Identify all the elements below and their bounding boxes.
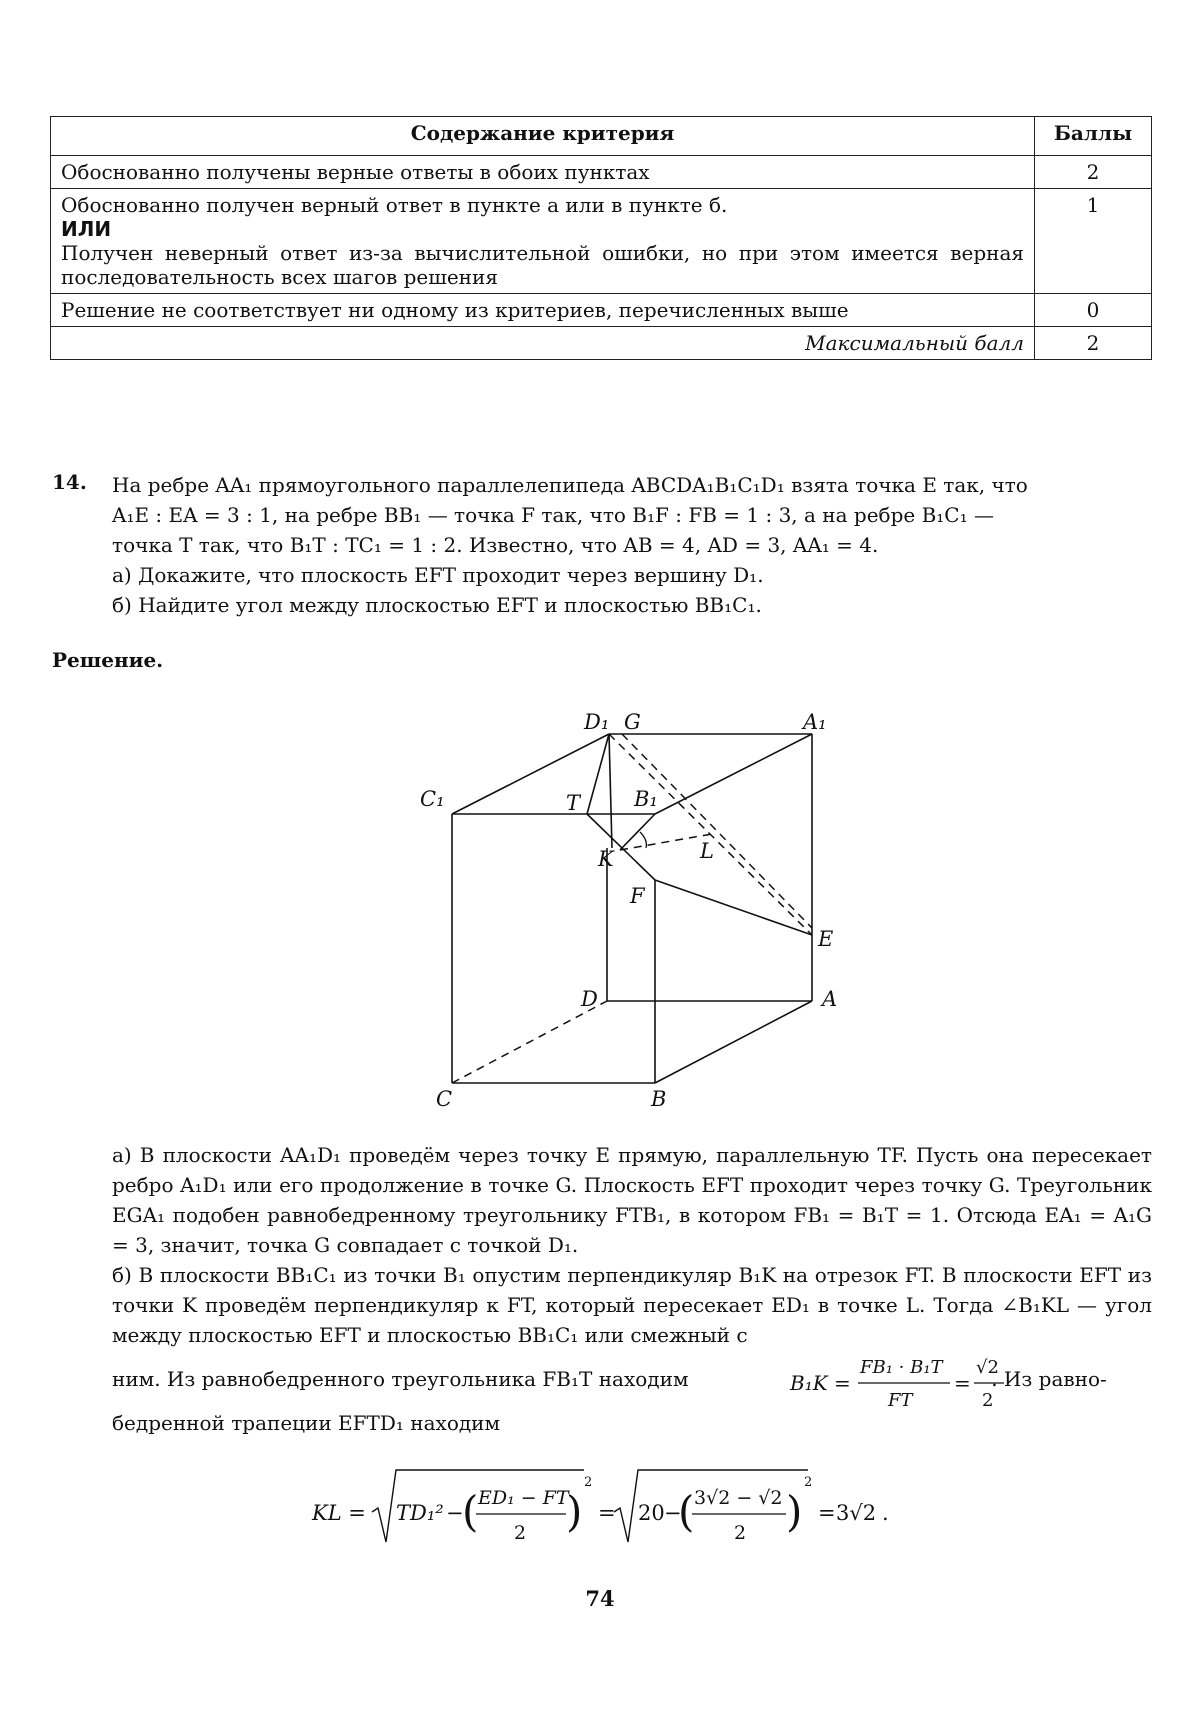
criterion-points: 2 [1035,156,1152,189]
segment-d1-k [609,734,612,848]
f2-twenty: 20 [638,1501,665,1525]
label-g: G [624,710,641,734]
solution-after-formula: . Из равно- [991,1367,1107,1391]
max-points: 2 [1035,327,1152,360]
criterion-points: 0 [1035,294,1152,327]
label-f: F [630,884,645,908]
label-c: C [436,1087,453,1111]
edge-c1-d1 [452,734,609,814]
f2-frac2-den: 2 [734,1522,747,1544]
label-t: T [566,791,581,815]
label-b1: B₁ [634,787,658,811]
label-a1: A₁ [803,710,827,734]
max-label: Максимальный балл [51,327,1035,360]
criterion-text: Решение не соответствует ни одному из критериев, перечисленных выше [51,294,1035,327]
f2-result: 3√2 [836,1501,877,1525]
edge-b1-a1 [655,734,812,814]
f2-minus: − [446,1501,464,1525]
f2-eq2: = [818,1501,836,1525]
solution-line-formula [112,1364,1152,1394]
header-points: Баллы [1035,117,1152,156]
f1-num: FB₁ · B₁T [860,1357,943,1378]
problem-number: 14. [52,470,87,494]
solution-before-formula: ним. Из равнобедренного треугольника FB₁T находим [112,1367,689,1391]
label-c1: C₁ [420,787,445,811]
segment-d1-t [587,734,609,814]
label-d: D [581,987,598,1011]
problem-part-a: а) Докажите, что плоскость EFT проходит через вершину D₁. [112,563,764,587]
f2-sq: 2 [584,1475,593,1490]
dashed-c-d [452,1001,607,1083]
formula-kl [311,1470,889,1544]
problem-line: точка T так, что B₁T : TC₁ = 1 : 2. Известно, что AB = 4, AD = 3, AA₁ = 4. [112,533,879,557]
f2-minus2: − [664,1501,682,1525]
f1-eq: = [954,1371,971,1395]
page-number: 74 [585,1586,615,1611]
criterion-text: Обоснованно получены верные ответы в обоих пунктах [51,156,1035,189]
label-d1: D₁ [584,710,610,734]
f2-rparen2: ) [786,1487,803,1536]
label-e: E [818,927,834,951]
edge-b-a [655,1001,812,1083]
segment-f-e [655,880,812,935]
f2-frac-den: 2 [514,1522,527,1544]
header-criterion: Содержание критерия [51,117,1035,156]
f2-td: TD₁² [396,1501,444,1525]
criterion-or: ИЛИ [61,217,112,241]
f2-dot: . [882,1501,889,1525]
f2-frac2-num: 3√2 − √2 [694,1487,783,1509]
label-l: L [700,839,714,863]
f2-frac-num: ED₁ − FT [478,1487,569,1509]
solution-heading: Решение. [52,648,164,672]
problem-part-b: б) Найдите угол между плоскостью EFT и плоскостью BB₁C₁. [112,593,762,617]
f1-rnum: √2 [976,1357,999,1378]
f2-rparen: ) [566,1487,583,1536]
f2-eq1: = [598,1501,616,1525]
criterion-text-2: Получен неверный ответ из-за вычислительной ошибки, но при этом имеется верная последовательность всех шагов решения [61,241,1024,289]
f2-lparen: ( [462,1487,479,1536]
label-a: A [822,987,838,1011]
f1-rden: 2 [982,1390,994,1411]
f1-den: FT [888,1390,913,1411]
problem-line: A₁E : EA = 3 : 1, на ребре BB₁ — точка F так, что B₁F : FB = 1 : 3, а на ребре B₁C₁ — [112,503,994,527]
criterion-points: 1 [1035,189,1152,294]
f2-sq2: 2 [804,1475,813,1490]
solution-trapezoid-line: бедренной трапеции EFTD₁ находим [112,1411,501,1435]
label-k: K [598,847,614,871]
f1-lhs: B₁K = [790,1371,851,1395]
criterion-text: Обоснованно получен верный ответ в пункте а или в пункте б. [61,193,728,217]
solution-part-b: б) В плоскости BB₁C₁ из точки B₁ опустим перпендикуляр B₁K на отрезок FT. В плоскости EFT из точки K проведём перпендикуляр к FT, который пересекает ED₁ в точке L. Тогда ∠B₁KL — угол между плоскостью EFT и плоскостью BB₁C₁ или смежный с [112,1263,1152,1347]
solution-text [112,1140,1152,1438]
dashed-g-e [622,734,812,928]
solution-part-a: а) В плоскости AA₁D₁ проведём через точку E прямую, параллельную TF. Пусть она пересекает ребро A₁D₁ или его продолжение в точке G. Плоскость EFT проходит через точку G. Треугольник EGA₁ подобен равнобедренному треугольнику FTB₁, в котором FB₁ = B₁T = 1. Отсюда EA₁ = A₁G = 3, значит, точка G совпадает с точкой D₁. [112,1143,1152,1257]
problem-line: На ребре AA₁ прямоугольного параллелепипеда ABCDA₁B₁C₁D₁ взята точка E так, что [112,473,1028,497]
label-b: B [651,1087,667,1111]
f2-lhs: KL = [312,1501,366,1525]
f2-lparen2: ( [678,1487,695,1536]
